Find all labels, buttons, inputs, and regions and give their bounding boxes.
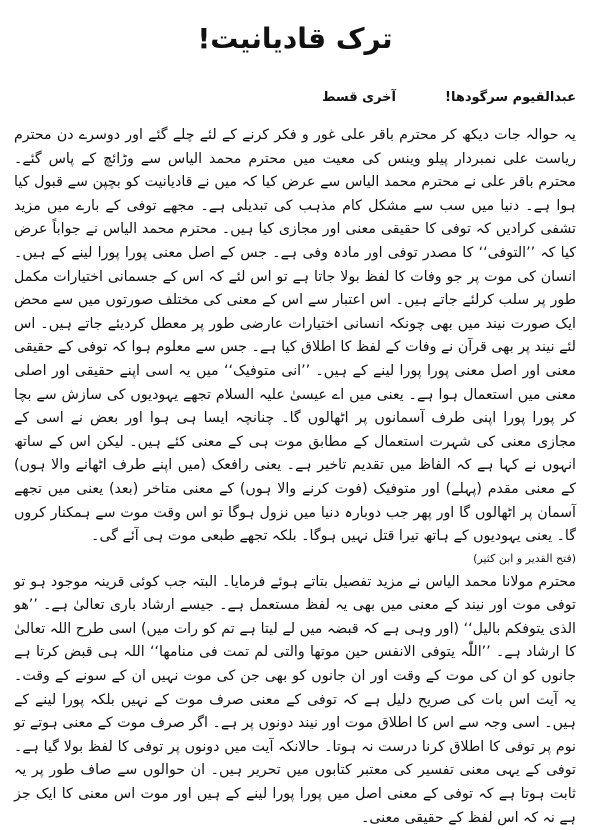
body-paragraph-1: یہ حوالہ جات دیکھ کر محترم باقر علی غور و فکر کرنے کے لئے چلے گئے اور دوسرے دن محترم ریاست علی نمبردار پیلو وینس کی معیت میں محترم محمد الیاس سے وڑائچ کے پاس گئے۔ محترم باقر علی نے محترم محمد الیاس سے عرض کیا کہ میں نے قادیانیت کو بچپن سے قبول کیا ہوا ہے۔ دنیا میں سب سے مشکل کام مذہب کی تبدیلی ہے۔ مجھے توفی کے بارے میں مزید تشفی کرادیں کہ توفی کا حقیقی معنی اور مجازی کیا ہیں۔ محترم محمد الیاس نے جواباً عرض کیا کہ ’’التوفی‘‘ کا مصدر توفی اور مادہ وفی ہے۔ جس کے اصل معنی پورا پورا لینے کے ہیں۔ انسان کی موت پر جو وفات کا لفظ بولا جاتا ہے تو اس لئے کہ اس کے جسمانی اختیارات مکمل طور پر سلب کرلئے جاتے ہیں۔ اس اعتبار سے اس کے معنی کی مختلف صورتوں میں سے محض ایک صورت نیند میں بھی چونکہ انسانی اختیارات عارضی طور پر معطل کردیئے جاتے ہیں۔ اس لئے نیند پر بھی قرآن نے وفات کے لفظ کا اطلاق کیا ہے۔ جس سے معلوم ہوا کہ توفی کے حقیقی معنی اور اصل معنی پورا پورا لینے کے ہیں۔ ’’انی متوفیک‘‘ میں یہ اسی اپنے حقیقی اور اصلی معنی میں استعمال ہوا ہے۔ یعنی میں اے عیسیٰ علیہ السلام تجھے یہودیوں کی سازش سے بچا کر پورا پورا اپنی طرف آسمانوں پر اٹھالوں گا۔ چنانچہ ایسا ہی ہوا اور بعض نے اسی کے مجازی معنی کی شہرت استعمال کے مطابق موت ہی کے معنی کئے ہیں۔ لیکن اس کے ساتھ انہوں نے کہا ہے کہ الفاظ میں تقدیم تاخیر ہے۔ یعنی رافعک (میں اپنے طرف اٹھانے والا ہوں) کے معنی مقدم (پہلے) اور متوفیک (فوت کرنے والا ہوں) کے معنی متاخر (بعد) یعنی میں تجھے آسمان پر اٹھالوں گا اور پھر جب دوبارہ دنیا میں نزول ہوگا تو اس وقت موت سے ہمکنار کروں گا۔ یعنی یہودیوں کے ہاتھ تیرا قتل نہیں ہوگا۔ بلکہ تجھے طبعی موت ہی آئے گی۔ bbox=[14, 127, 576, 545]
article-body bbox=[14, 124, 576, 830]
author-name: عبدالقیوم سرگودھا! bbox=[445, 90, 576, 105]
article-title: ترک قادیانیت! bbox=[197, 22, 393, 55]
article-meta bbox=[18, 90, 576, 112]
part-label: آخری قسط bbox=[321, 90, 396, 105]
body-paragraph-2: محترم مولانا محمد الیاس نے مزید تفصیل بتاتے ہوئے فرمایا۔ البتہ جب کوئی قرینہ موجود ہو تو توفی موت اور نیند کے معنی میں بھی یہ لفظ مستعمل ہے۔ جیسے ارشاد باری تعالیٰ ہے۔ ’’ھو الذی یتوفکم بالیل‘‘ (اور وہی ہے کہ قبضہ میں لے لیتا ہے تم کو رات میں) اسی طرح اللہ تعالیٰ کا ارشاد ہے۔ ’’اللّٰہ یتوفی الانفس حین موتھا والتی لم تمت فی منامھا‘‘ اللہ ہی قبض کرتا ہے جانوں کو ان کی موت کے وقت اور ان جانوں کو بھی جن کی موت نہیں ان کے سونے کے وقت۔ یہ آیت اس بات کی صریح دلیل ہے کہ توفی کے معنی صرف موت کے نہیں بلکہ پورا لینے کے ہیں۔ اسی وجہ سے اس کا اطلاق موت اور نیند دونوں پر ہے۔ اگر صرف موت کے معنی ہوتے تو نوم پر توفی کا اطلاق کرنا درست نہ ہوتا۔ حالانکہ آیت میں دونوں پر توفی کا لفظ بولا گیا ہے۔ توفی کے یہی معنی تفسیر کی معتبر کتابوں میں تحریر ہیں۔ ان حوالوں سے صاف طور پر یہ ثابت ہوتا ہے کہ توفی کے معنی اصل میں پورا پورا لینے کے ہیں اور موت اس معنی کا ایک جز ہے نہ کہ اس لفظ کے حقیقی معنی۔ bbox=[14, 573, 576, 826]
reference-citation: (فتح القدیر و ابن کثیر) bbox=[473, 551, 576, 565]
